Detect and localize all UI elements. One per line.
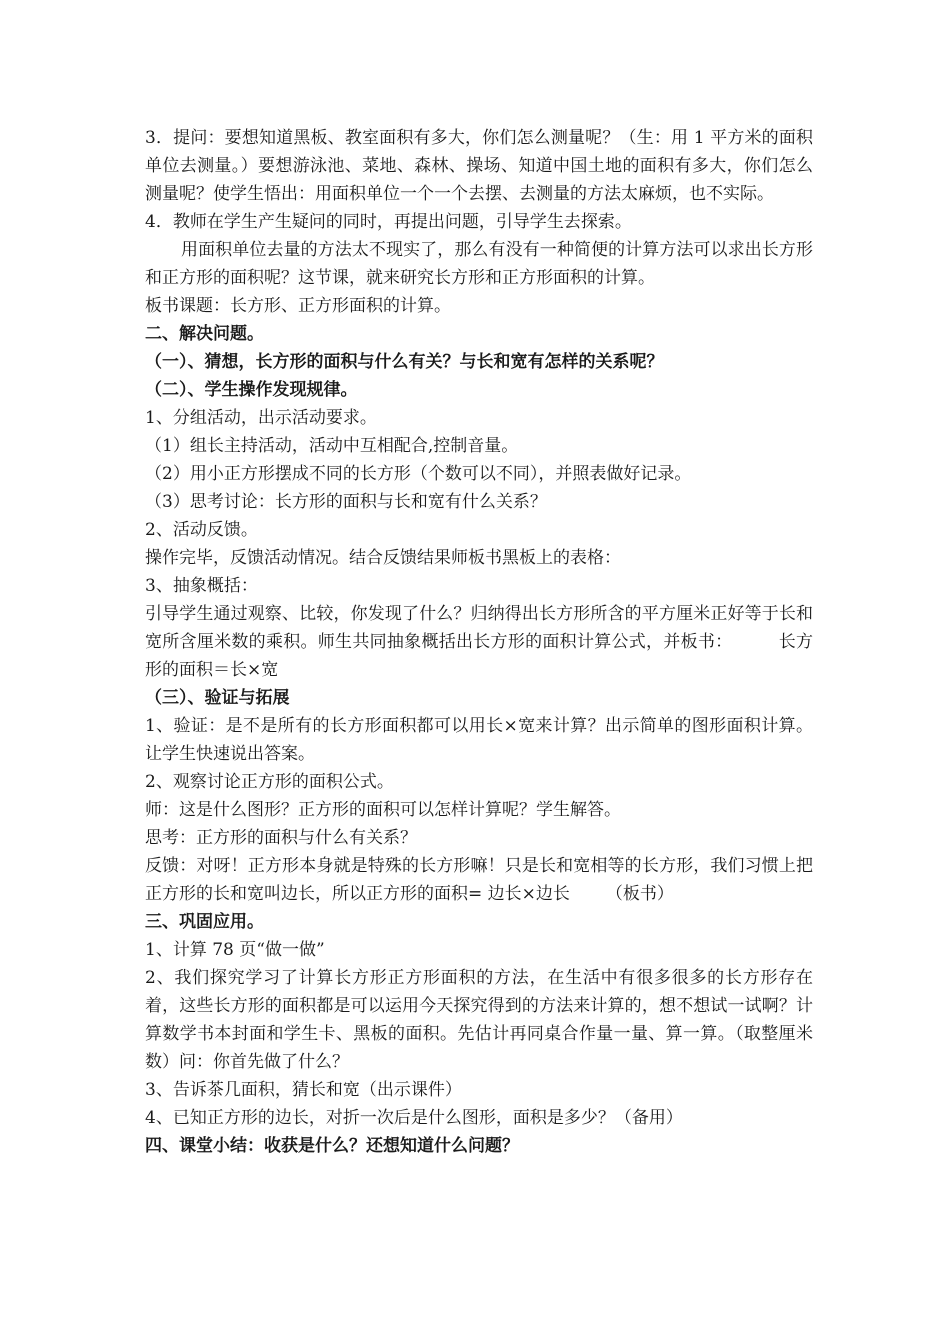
guide-text: 引导学生通过观察、比较，你发现了什么？归纳得出长方形所含的平方厘米正好等于长和宽所含厘米数的乘积。师生共同抽象概括出长方形的面积计算公式，并板书： [145, 604, 813, 652]
paragraph-group-activity: 1、分组活动，出示活动要求。 [145, 408, 377, 428]
heading-guess: （一）、猜想，长方形的面积与什么有关？与长和宽有怎样的关系呢？ [145, 352, 664, 372]
paragraph-teacher-raise-question: 4．教师在学生产生疑问的同时，再提出问题，引导学生去探索。 [145, 212, 632, 232]
paragraph-exercise-2: 2、我们探究学习了计算长方形正方形面积的方法，在生活中有很多很多的长方形存在着，这些长方形的面积都是可以运用今天探究得到的方法来计算的，想不想试一试啊？计算数学书本封面和学生卡、黑板的面积。先估计再同桌合作量一量、算一算。（取整厘米数）问：你首先做了什么？ [145, 968, 813, 1072]
heading-consolidate: 三、巩固应用。 [145, 912, 264, 932]
paragraph-exercise-3: 3、告诉茶几面积，猜长和宽（出示课件） [145, 1080, 462, 1100]
heading-student-operation: （二）、学生操作发现规律。 [145, 380, 358, 400]
rectangle-area-formula: 长方形的面积＝长×宽 [145, 632, 814, 680]
paragraph-requirement-2: （2）用小正方形摆成不同的长方形（个数可以不同），并照表做好记录。 [145, 464, 692, 484]
paragraph-board-title: 板书课题：长方形、正方形面积的计算。 [145, 296, 451, 316]
paragraph-teacher-question: 师：这是什么图形？正方形的面积可以怎样计算呢？学生解答。 [145, 800, 621, 820]
paragraph-guide-students [145, 600, 813, 684]
paragraph-introduce-topic: 用面积单位去量的方法太不现实了，那么有没有一种简便的计算方法可以求出长方形和正方形的面积呢？这节课，就来研究长方形和正方形面积的计算。 [145, 240, 813, 288]
paragraph-feedback-square [145, 852, 813, 908]
paragraph-exercise-4: 4、已知正方形的边长，对折一次后是什么图形，面积是多少？（备用） [145, 1108, 683, 1128]
paragraph-abstract-summary: 3、抽象概括： [145, 576, 258, 596]
paragraph-feedback-detail: 操作完毕，反馈活动情况。结合反馈结果师板书黑板上的表格： [145, 548, 621, 568]
document-body [145, 124, 813, 1160]
paragraph-activity-feedback: 2、活动反馈。 [145, 520, 258, 540]
paragraph-requirement-3: （3）思考讨论：长方形的面积与长和宽有什么关系？ [145, 492, 547, 512]
paragraph-question-measure: 3．提问：要想知道黑板、教室面积有多大，你们怎么测量呢？（生：用 1 平方米的面积单位去测量。）要想游泳池、菜地、森林、操场、知道中国土地的面积有多大，你们怎么测量呢？使学生悟出：用面积单位一个一个去摆、去测量的方法太麻烦，也不实际。 [145, 128, 813, 204]
feedback-text: 反馈：对呀！正方形本身就是特殊的长方形嘛！只是长和宽相等的长方形，我们习惯上把正方形的长和宽叫边长，所以正方形的面积= 边长×边长 [145, 856, 813, 904]
heading-summary: 四、课堂小结：收获是什么？还想知道什么问题？ [145, 1136, 519, 1156]
heading-verify-extend: （三）、验证与拓展 [145, 688, 290, 708]
paragraph-verify: 1、验证：是不是所有的长方形面积都可以用长×宽来计算？出示简单的图形面积计算。让学生快速说出答案。 [145, 716, 813, 764]
paragraph-requirement-1: （1）组长主持活动，活动中互相配合,控制音量。 [145, 436, 519, 456]
paragraph-square-formula-discuss: 2、观察讨论正方形的面积公式。 [145, 772, 394, 792]
board-note: （板书） [605, 884, 674, 904]
paragraph-think: 思考：正方形的面积与什么有关系？ [145, 828, 417, 848]
paragraph-exercise-1: 1、计算 78 页“做一做” [145, 940, 325, 960]
heading-solve-problem: 二、解决问题。 [145, 324, 264, 344]
